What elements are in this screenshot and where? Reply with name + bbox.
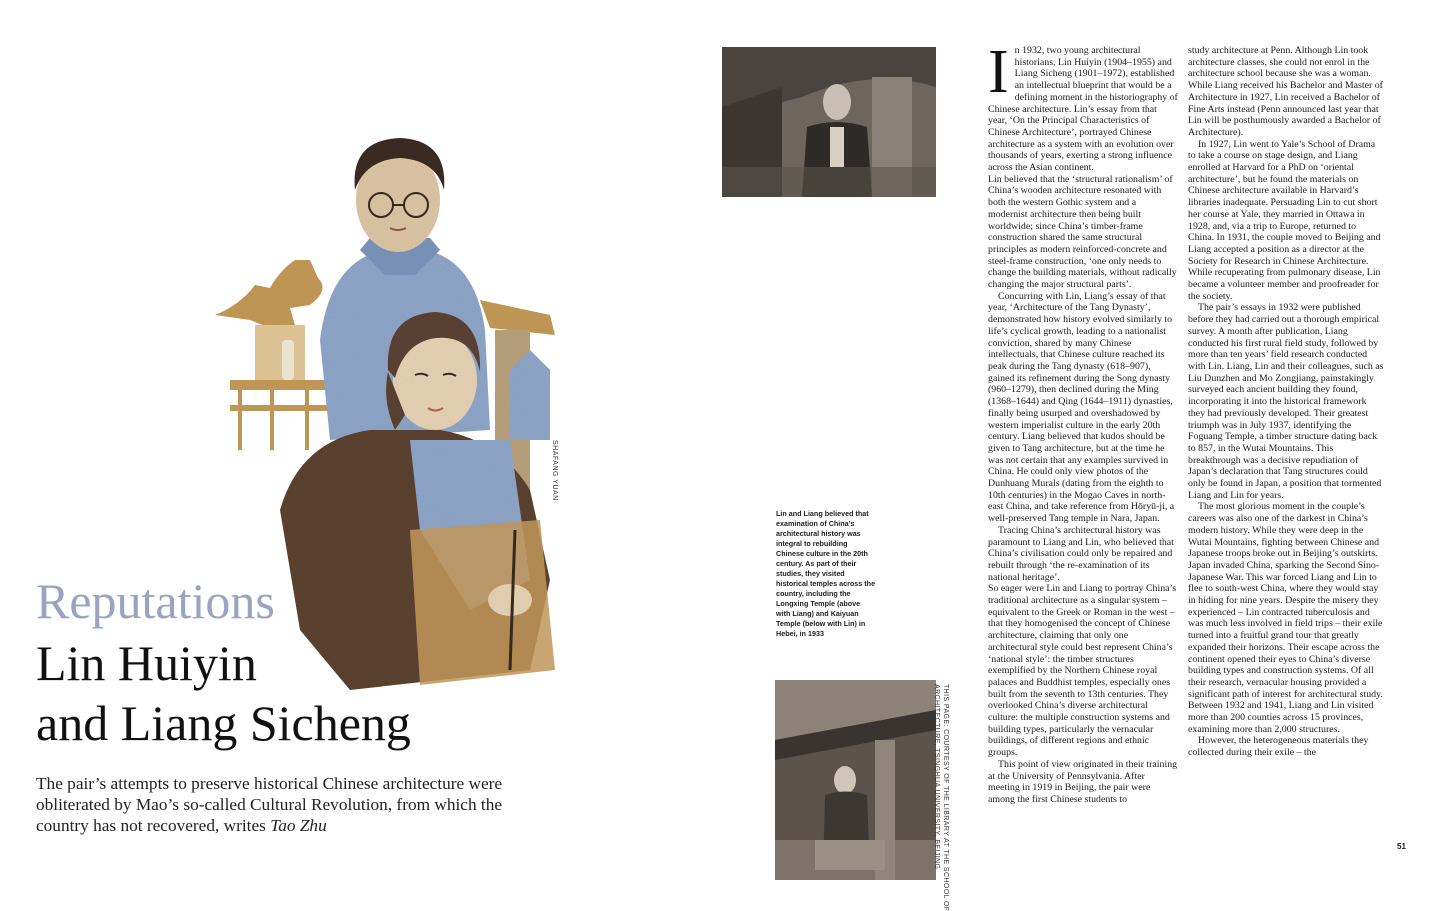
photo-credit (932, 684, 950, 911)
standfirst (36, 773, 536, 836)
drop-cap: I (988, 38, 1009, 106)
body-paragraph: n 1932, two young architectural historians, Lin Huiyin (1904–1955) and Liang Sicheng (1901–1972), established an intellectual blueprint that would be a defining moment in the historiography of Chinese architecture. Lin’s essay from that year, ‘On the Principal Characteristics of Chinese Architecture’, portrayed Chinese architecture as a system with an evolution over thousands of years, exerting a strong influence across the Asian continent. (988, 45, 1178, 174)
body-paragraph: While recuperating from pulmonary disease, Lin became a volunteer member and proofreader for the society. (1188, 267, 1381, 302)
headline-line-1: Lin Huiyin (36, 635, 257, 691)
body-paragraph: This point of view originated in their training at the University of Pennsylvania. After meeting in 1919 in Beijing, the pair were among the first Chinese students to (988, 758, 1178, 805)
headline-line-2: and Liang Sicheng (36, 695, 411, 751)
body-paragraph: Tracing China’s architectural history was paramount to Liang and Lin, who believed that China’s civilisation could only be repaired and rebuilt through ‘the re-examination of its national heritage’. (988, 524, 1174, 583)
body-paragraph: The most glorious moment in the couple’s careers was also one of the darkest in China’s modern history. While they were deep in the Wutai Mountains, fighting between Chinese and Japanese troops broke out in Beijing’s outskirts. Japan invaded China, sparking the Second Sino-Japanese War. This war forced Liang and Lin to flee to south-west China, where they would stay in hiding for nine years. Despite the misery they experienced – Lin contracted tuberculosis and was much less involved in field trips – their exile turned into a fruitful grand tour that greatly expanded their horizons. Their escape across the continent opened their eyes to China’s diverse building types and construction systems. Of all their research, vernacular housing provided a significant path of interest for architectural study. Between 1932 and 1941, Liang and Lin visited more than 200 counties across 15 provinces, examining more than 2,000 structures. (1188, 501, 1383, 735)
body-paragraph: However, the heterogeneous materials they collected during their exile – the (1188, 735, 1369, 759)
illustration-credit: SHAFANG YUAN (551, 440, 558, 501)
page-number: 51 (1397, 842, 1406, 851)
photo-lin-kaiyuan-temple (775, 680, 936, 880)
body-paragraph: So eager were Lin and Liang to portray China’s traditional architecture as a singular system – equivalent to the Greek or Roman in the west – that they homogenised the concept of Chinese architecture, claiming that only one architectural style could best represent China’s ‘national style’: the timber structures exemplified by the Northern Chinese royal palaces and Buddhist temples, especially ones built from the seventh to 13th centuries. They overlooked China’s diverse architectural culture: the multiple construction systems and building types, particularly the vernacular buildings, of different regions and ethnic groups. (988, 583, 1177, 759)
standfirst-text: The pair’s attempts to preserve historical Chinese architecture were obliterated by Mao’s so-called Cultural Revolution, from which the country has not recovered, writes (36, 774, 503, 835)
body-paragraph: The pair’s essays in 1932 were published before they had carried out a thorough empirical survey. A month after publication, Liang conducted his first rural field study, followed by more than ten years’ field research conducted with Lin. Liang, Lin and their colleagues, such as Liu Dunzhen and Mo Zongjiang, painstakingly surveyed each ancient building they found, incorporating it into the historical framework they had previously developed. Their greatest triumph was in July 1937, identifying the Foguang Temple, a timber structure dating back to 857, in the Wutai Mountains. This breakthrough was a decisive repudiation of Japan’s declaration that Tang structures could only be found in Japan, a position that tormented Liang and Lin for years. (1188, 302, 1384, 501)
body-column-1 (988, 38, 1178, 806)
body-paragraph: Concurring with Lin, Liang’s essay of that year, ‘Architecture of the Tang Dynasty’, demonstrated how history evolved similarly to life’s cyclical growth, leading to a nationalist conviction, shared by many Chinese intellectuals, that Chinese culture reached its peak during the Tang dynasty (618–907), gained its refinement during the Song dynasty (960–1279), then declined during the Ming (1368–1644) and Qing (1644–1911) dynasties, finally being usurped and overshadowed by western imperialist culture in the early 20th century. Liang believed that kudos should be given to Tang architecture, but at the time he was not certain that any examples survived in China. He could only view photos of the Dunhuang Murals (dating from the eighth to 10th centuries) in the Mogao Caves in north-east China, and take reference from Hōryū-ji, a well-preserved Tang temple in Nara, Japan. (988, 290, 1175, 525)
body-column-2 (1188, 45, 1384, 759)
section-kicker: Reputations (36, 573, 275, 629)
body-paragraph: In 1927, Lin went to Yale’s School of Drama to take a course on stage design, and Liang enrolled at Harvard for a PhD on ‘oriental architecture’, but he found the materials on Chinese architecture available in Harvard’s libraries inadequate. Persuading Lin to cut short her course at Yale, they married in Ottawa in 1928, and, via a trip to Europe, returned to China. In 1931, the couple moved to Beijing and Liang accepted a position as a director at the Society for Research in Chinese Architecture. (1188, 138, 1381, 267)
body-paragraph: Lin believed that the ‘structural rationalism’ of China’s wooden architecture resonated with both the western Gothic system and a modernist architecture then being built worldwide; since China’s timber-frame construction shared the same structural principles as modern reinforced-concrete and steel-frame construction, ‘one only needs to change the building materials, without radically changing the major structural parts’. (988, 173, 1177, 291)
photo-caption: Lin and Liang believed that examination of China’s architectural history was integral to rebuilding Chinese culture in the 20th century. As part of their studies, they visited historical temples across the country, including the Longxing Temple (above with Liang) and Kaiyuan Temple (below with Lin) in Hebei, in 1933 (776, 509, 876, 638)
body-paragraph: study architecture at Penn. Although Lin took architecture classes, she could not enrol in the architecture school because she was a woman. While Liang received his Bachelor and Master of Architecture in 1927, Lin received a Bachelor of Fine Arts instead (Penn announced last year that Lin will be posthumously awarded a Bachelor of Architecture). (1188, 45, 1383, 138)
photo-credit-line-2: ARCHITECTURE, TSINGHUA UNIVERSITY, BEIJING (933, 684, 940, 870)
photo-liang-longxing-temple (722, 47, 936, 197)
photo-credit-line-1: THIS PAGE: COURTESY OF THE LIBRARY AT THE SCHOOL OF (942, 684, 949, 911)
standfirst-author: Tao Zhu (270, 816, 327, 835)
